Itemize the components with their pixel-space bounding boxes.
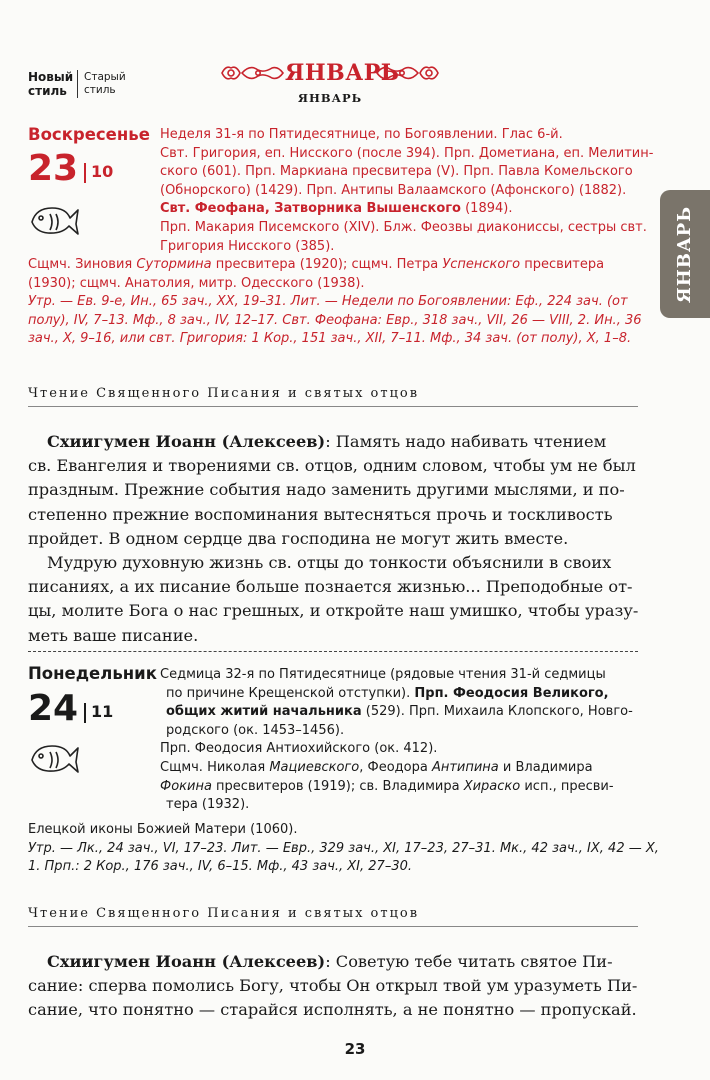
month-subtitle: ЯНВАРЬ (297, 91, 363, 105)
feast-name: Свт. Феофана, Затворника Вышенского (160, 201, 461, 217)
reading2-text (28, 950, 637, 1023)
section-title: Чтение Священного Писания и святых отцов (28, 386, 420, 401)
section-underline (28, 406, 638, 407)
cal-line (160, 685, 633, 704)
cal-line: Седмица 32-я по Пятидесятнице (рядовые чтения 31-й седмицы (160, 667, 606, 682)
new-style-line2: стиль (28, 84, 67, 98)
month-title: ЯНВАРЬ (285, 60, 400, 86)
cal-line: Елецкой иконы Божией Матери (1060). (28, 822, 298, 837)
text: Фокина (160, 778, 212, 794)
page-number: 23 (344, 1040, 366, 1058)
text: Сщмч. Николая (160, 759, 270, 775)
cal-line: родского (ок. 1453–1456). (166, 722, 345, 738)
feast-year: (1894). (460, 201, 513, 217)
fish-icon (26, 202, 80, 236)
cal-line (160, 703, 633, 722)
day2-extra (28, 821, 659, 877)
text-line: сание: сперва помолись Богу, чтобы Он открыл твой ум уразуметь Пи- (28, 976, 638, 996)
readings-line: Утр. — Ев. 9-е, Ин., 65 зач., XX, 19–31. Лит. — Недели по Богоявлении: Еф., 224 зач. (от (28, 294, 628, 310)
text: , Феодора (359, 759, 432, 775)
text: Сутормина (136, 257, 212, 272)
old-style-label (84, 71, 126, 97)
weekday-sunday: Воскресенье (28, 125, 150, 144)
floral-ornament-right-icon (375, 62, 440, 84)
date-new-style: 24 (28, 688, 79, 729)
readings-line: 1. Прп.: 2 Кор., 176 зач., IV, 6–15. Мф., 43 зач., XI, 27–30. (28, 859, 413, 875)
style-divider (77, 70, 78, 98)
text: пресвитера (1920); сщмч. Петра (211, 257, 443, 272)
text: Успенского (442, 257, 521, 272)
cal-line: Григория Нисского (385). (160, 238, 335, 254)
cal-line (160, 759, 633, 778)
cal-line (28, 256, 642, 275)
author-name: Схиигумен Иоанн (Алексеев) (47, 952, 326, 971)
new-style-line1: Новый (28, 70, 74, 84)
day2-calendar (160, 666, 633, 815)
text: : Память надо набивать чтением (325, 432, 607, 451)
date-separator (84, 703, 86, 723)
cal-line: ского (601). Прп. Маркиана пресвитера (V). Прп. Павла Комельского (160, 164, 633, 180)
date-separator (84, 163, 86, 183)
text: Хираско (463, 778, 521, 794)
cal-line: (Обнорского) (1429). Прп. Антипы Валаамского (Афонского) (1882). (160, 182, 627, 198)
floral-ornament-left-icon (220, 62, 285, 84)
day1-martyrs (28, 256, 642, 349)
cal-line: Прп. Макария Писемского (XIV). Блж. Феозвы диакониссы, сестры свт. (160, 219, 647, 235)
feast-name: общих житий начальника (166, 704, 362, 720)
fish-icon (26, 740, 80, 774)
date-new-style: 23 (28, 148, 79, 189)
day-divider (28, 651, 638, 652)
text-line: цы, молите Бога о нас грешных, и откройте наш умишко, чтобы уразу- (28, 601, 639, 621)
date-old-style: 11 (91, 702, 114, 721)
text: (529). Прп. Михаила Клопского, Новго- (361, 704, 633, 720)
day1-calendar (160, 126, 653, 256)
date-old-style: 10 (91, 162, 114, 181)
cal-line (160, 778, 633, 797)
text: пресвитера (520, 257, 605, 272)
text-line: писаниях, а их писание больше познается жизнью... Преподобные от- (28, 577, 633, 597)
month-side-tab (660, 190, 710, 318)
old-style-line2: стиль (84, 84, 116, 96)
text: : Советую тебе читать святое Пи- (325, 952, 613, 971)
text-line: пройдет. В одном сердце два господина не могут жить вместе. (28, 528, 569, 548)
reading1-text (28, 430, 638, 648)
text: по причине Крещенской отступки). (166, 685, 415, 701)
cal-line: Прп. Феодосия Антиохийского (ок. 412). (160, 741, 438, 757)
cal-line: Неделя 31-я по Пятидесятнице, по Богоявлении. Глас 6-й. (160, 127, 563, 142)
text-line: Мудрую духовную жизнь св. отцы до тонкости объяснили в своих (47, 553, 612, 573)
author-name: Схиигумен Иоанн (Алексеев) (47, 432, 326, 451)
text-line: сание, что понятно — старайся исполнять, а не понятно — пропускай. (28, 1000, 637, 1020)
side-tab-label: ЯНВАРЬ (674, 205, 696, 303)
cal-line: тера (1932). (166, 797, 250, 813)
cal-line: Свт. Григория, еп. Нисского (после 394). Прп. Дометиана, еп. Мелитин- (160, 145, 654, 161)
readings-line: зач., X, 9–16, или свт. Григория: 1 Кор., 151 зач., XII, 7–11. Мф., 34 зач. (от полу), X, 1–8. (28, 331, 632, 347)
text: Антипина (431, 759, 499, 775)
weekday-monday: Понедельник (28, 664, 157, 683)
text-line: праздным. Прежние события надо заменить другими мыслями, и по- (28, 480, 625, 500)
new-style-label (28, 70, 73, 98)
text-line: меть ваше писание. (28, 625, 199, 645)
feast-name: Прп. Феодосия Великого, (414, 685, 609, 701)
text-line: степенно прежние воспоминания вытесняться прочь и тоскливость (28, 504, 613, 524)
text-line: св. Евангелия и творениями св. отцов, одним словом, чтобы ум не был (28, 456, 636, 476)
text: и Владимира (498, 759, 593, 775)
text: Сщмч. Зиновия (28, 257, 137, 272)
text: Мациевского (269, 759, 360, 775)
section-underline (28, 926, 638, 927)
readings-line: полу), IV, 7–13. Мф., 8 зач., IV, 12–17. Свт. Феофана: Евр., 318 зач., VII, 26 — VIII, 2. Ин., 36 (28, 312, 642, 328)
text: пресвитеров (1919); св. Владимира (211, 778, 464, 794)
cal-line (160, 200, 653, 219)
cal-line: (1930); сщмч. Анатолия, митр. Одесского (1938). (28, 275, 365, 291)
readings-line: Утр. — Лк., 24 зач., VI, 17–23. Лит. — Евр., 329 зач., XI, 17–23, 27–31. Мк., 42 зач., IX, 42 — X, (28, 840, 659, 856)
old-style-line1: Старый (84, 71, 126, 83)
text: исп., пресви- (520, 778, 614, 794)
section-title: Чтение Священного Писания и святых отцов (28, 906, 420, 921)
